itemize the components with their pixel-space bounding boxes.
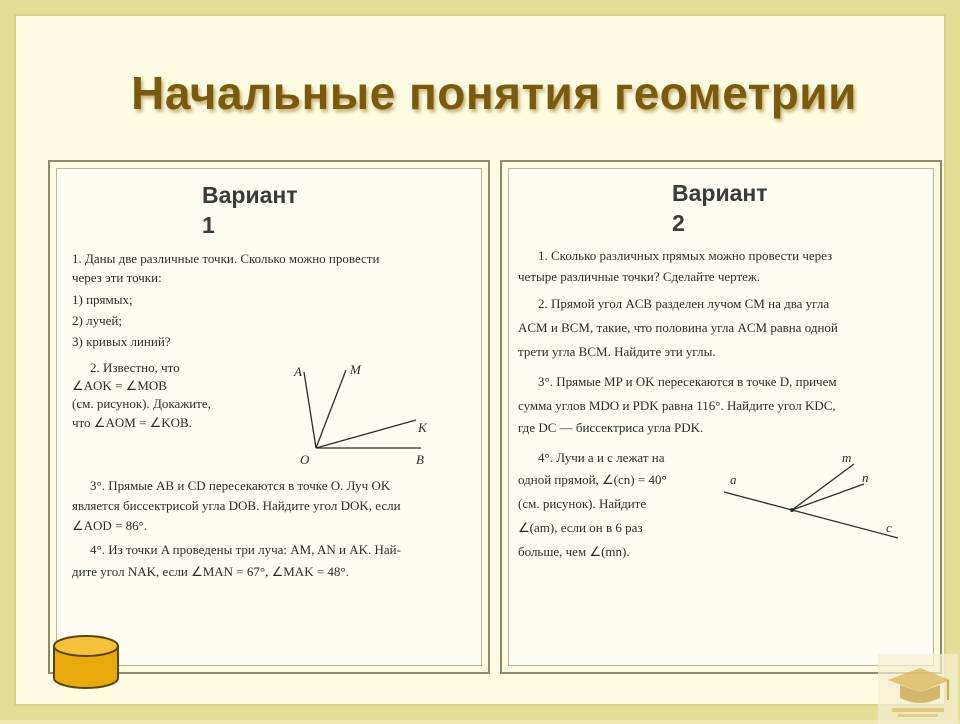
ray-m: [792, 464, 854, 510]
v2-line-9: 4°. Лучи a и c лежат на: [538, 450, 665, 465]
v1-line-3: 1) прямых;: [72, 292, 133, 307]
label-m: M: [350, 362, 361, 377]
variant2-number: 2: [672, 210, 685, 236]
label-o: O: [300, 452, 310, 467]
ray-ok: [316, 420, 416, 448]
v1-line-13: 4°. Из точки A проведены три луча: AM, AN и AK. Най-: [90, 542, 401, 557]
variant1-number: 1: [202, 212, 215, 238]
variant2-label: [672, 178, 768, 238]
v2-line-13: больше, чем ∠(mn).: [518, 544, 630, 559]
v2-line-5: трети угла BCM. Найдите эти углы.: [518, 344, 716, 359]
v2-line-3: 2. Прямой угол ACB разделен лучом CM на два угла: [538, 296, 830, 311]
variant2-label-text: Вариант: [672, 180, 768, 206]
v2-line-10: одной прямой, ∠(cn) = 40°: [518, 472, 667, 487]
v1-line-7: ∠AOK = ∠MOB: [72, 378, 167, 393]
page-title: Начальные понятия геометрии: [131, 67, 857, 119]
label-m2: m: [842, 450, 852, 465]
v1-line-14: дите угол NAK, если ∠MAN = 67°, ∠MAK = 48°.: [72, 564, 349, 579]
variant2-panel: [500, 160, 942, 674]
v1-line-1: 1. Даны две различные точки. Сколько можно провести: [72, 251, 380, 266]
graduation-cap-logo-icon: [878, 654, 958, 724]
v2-line-7: сумма углов MDO и PDK равна 116°. Найдите угол KDC,: [518, 398, 836, 413]
v2-line-11: (см. рисунок). Найдите: [518, 496, 647, 511]
label-a2: a: [730, 472, 737, 487]
v1-line-9: что ∠AOM = ∠KOB.: [72, 415, 192, 430]
v1-line-12: ∠AOD = 86°.: [72, 518, 148, 533]
label-c2: c: [886, 520, 892, 535]
v2-line-1: 1. Сколько различных прямых можно провести через: [538, 248, 833, 263]
v1-line-8: (см. рисунок). Докажите,: [72, 396, 211, 411]
v1-line-10: 3°. Прямые AB и CD пересекаются в точке O. Луч OK: [90, 478, 391, 493]
variant1-figure: [286, 360, 446, 480]
v1-line-11: является биссектрисой угла DOB. Найдите угол DOK, если: [72, 498, 401, 513]
v1-line-4: 2) лучей;: [72, 313, 122, 328]
variant2-figure: [714, 448, 924, 558]
v1-line-5: 3) кривых линий?: [72, 334, 171, 349]
v2-line-8: где DC — биссектриса угла PDK.: [518, 420, 704, 435]
v2-line-4: ACM и BCM, такие, что половина угла ACM равна одной: [518, 320, 838, 335]
line-ac: [724, 492, 898, 538]
variant1-panel: [48, 160, 490, 674]
label-b: B: [416, 452, 424, 467]
label-n2: n: [862, 470, 869, 485]
cylinder-button-icon[interactable]: [50, 634, 122, 694]
variant1-label: [202, 180, 298, 240]
label-k: K: [418, 420, 427, 435]
ray-n: [792, 484, 864, 510]
variant1-label-text: Вариант: [202, 182, 298, 208]
v1-line-2: через эти точки:: [72, 270, 162, 285]
v2-line-12: ∠(am), если он в 6 раз: [518, 520, 643, 535]
label-a: A: [294, 364, 302, 379]
vertex-point: [790, 508, 794, 512]
ray-oa: [304, 372, 316, 448]
v2-line-6: 3°. Прямые MP и OK пересекаются в точке D, причем: [538, 374, 837, 389]
v1-line-6: 2. Известно, что: [90, 360, 180, 375]
v2-line-2: четыре различные точки? Сделайте чертеж.: [518, 269, 761, 284]
ray-om: [316, 370, 346, 448]
variant2-inner: [508, 168, 934, 666]
